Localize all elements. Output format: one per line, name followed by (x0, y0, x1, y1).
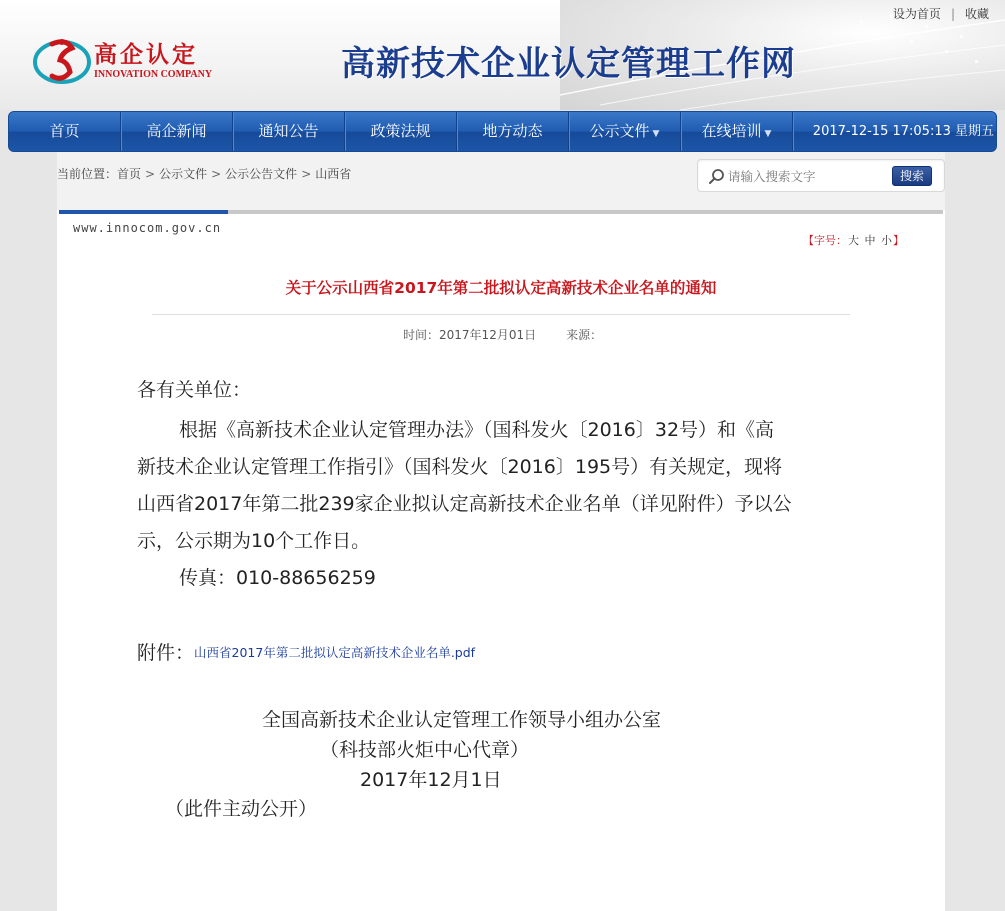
breadcrumb-prefix: 当前位置： (57, 167, 118, 181)
nav-items (9, 112, 793, 151)
fax-line: 传真：010-88656259 (179, 567, 376, 589)
title-divider (152, 314, 850, 315)
search-button[interactable]: 搜索 (892, 166, 932, 186)
nav-datetime: 2017-12-15 17:05:13 星期五 (812, 124, 994, 139)
nav-item-news[interactable] (121, 112, 233, 151)
nav-item-label: 公示文件 (589, 122, 650, 140)
chevron-down-icon: ▼ (652, 129, 660, 139)
breadcrumb-shanxi[interactable]: 山西省 (315, 167, 352, 181)
main-nav (8, 111, 997, 152)
paragraph-line: 根据《高新技术企业认定管理办法》（国科发火〔2016〕32号）和《高 (179, 419, 775, 441)
paragraph-line: 山西省2017年第二批239家企业拟认定高新技术企业名单（详见附件）予以公 (137, 493, 792, 515)
nav-item-online-training[interactable] (681, 112, 793, 151)
paragraph-line: 新技术企业认定管理工作指引》（国科发火〔2016〕195号）有关规定，现将 (137, 456, 783, 478)
search-box (697, 159, 945, 192)
breadcrumb-bar (57, 152, 945, 210)
signature-date: 2017年12月1日 (360, 769, 502, 791)
font-size-close: 】 (893, 234, 904, 247)
nav-item-notices[interactable] (233, 112, 345, 151)
nav-item-label: 通知公告 (258, 122, 319, 140)
breadcrumb-separator: > (145, 167, 156, 181)
font-size-medium-button[interactable]: 中 (864, 234, 876, 247)
nav-item-label: 地方动态 (482, 122, 543, 140)
content-tab-line (59, 210, 943, 214)
breadcrumb-separator: > (211, 167, 222, 181)
article-meta (403, 326, 602, 343)
breadcrumb-home[interactable]: 首页 (117, 167, 142, 181)
time-value: 2017年12月01日 (439, 328, 537, 342)
breadcrumb-separator: > (301, 167, 312, 181)
nav-item-policies[interactable] (345, 112, 457, 151)
nav-item-label: 在线培训 (701, 122, 762, 140)
signature-seal-note: （科技部火炬中心代章） (320, 739, 530, 761)
source-label: 来源： (566, 328, 603, 342)
top-links (893, 5, 989, 22)
site-domain: www.innocom.gov.cn (73, 221, 222, 235)
breadcrumb (57, 165, 351, 182)
logo-english-text: INNOVATION COMPANY (94, 69, 213, 80)
logo-chinese-text: 高企认定 (94, 42, 198, 68)
nav-item-label: 高企新闻 (146, 122, 207, 140)
public-disclosure-note: （此件主动公开） (165, 798, 318, 820)
top-links-separator: | (950, 7, 955, 21)
time-label: 时间： (403, 328, 440, 342)
article-title: 关于公示山西省2017年第二批拟认定高新技术企业名单的通知 (285, 279, 717, 297)
site-logo[interactable] (32, 30, 222, 88)
set-homepage-link[interactable]: 设为首页 (892, 7, 941, 21)
site-title: 高新技术企业认定管理工作网 (341, 44, 796, 84)
nav-item-public-files[interactable] (569, 112, 681, 151)
logo-mark-icon (32, 30, 94, 88)
chevron-down-icon: ▼ (764, 129, 772, 139)
attachment-label: 附件： (137, 642, 195, 664)
font-size-control (803, 232, 904, 248)
nav-item-label: 首页 (49, 122, 80, 140)
salutation: 各有关单位： (137, 379, 252, 401)
font-size-large-button[interactable]: 大 (848, 234, 859, 247)
font-size-small-button[interactable]: 小 (881, 234, 892, 247)
article-content (57, 210, 945, 911)
search-input[interactable] (728, 166, 878, 186)
breadcrumb-public-files[interactable]: 公示文件 (159, 167, 208, 181)
attachment-link[interactable]: 山西省2017年第二批拟认定高新技术企业名单.pdf (194, 645, 476, 660)
nav-item-local-news[interactable] (457, 112, 569, 151)
site-header (0, 0, 1005, 110)
nav-item-label: 政策法规 (370, 122, 431, 140)
nav-item-home[interactable] (9, 112, 121, 151)
attachment-line (137, 634, 877, 672)
font-size-label: 【字号： (803, 234, 847, 247)
search-icon (708, 168, 726, 186)
breadcrumb-public-notice-files[interactable]: 公示公告文件 (225, 167, 298, 181)
content-tab-line-active (59, 210, 228, 214)
signature-office: 全国高新技术企业认定管理工作领导小组办公室 (262, 709, 662, 731)
bookmark-link[interactable]: 收藏 (964, 7, 989, 21)
paragraph-line: 示，公示期为10个工作日。 (137, 530, 371, 552)
